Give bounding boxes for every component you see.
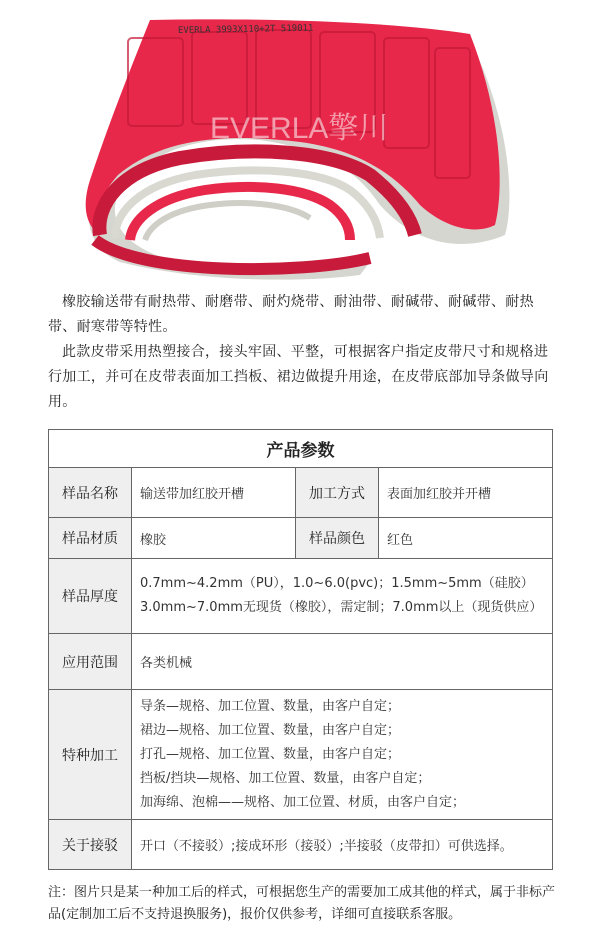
intro-text — [48, 290, 558, 415]
scope-label: 应用范围 — [49, 634, 132, 690]
color-value: 红色 — [379, 518, 553, 559]
process-value: 表面加红胶并开槽 — [379, 468, 553, 518]
name-value: 输送带加红胶开槽 — [132, 468, 296, 518]
special-line: 裙边—规格、加工位置、数量，由客户自定； — [140, 722, 401, 738]
process-label: 加工方式 — [296, 468, 379, 518]
scope-value: 各类机械 — [132, 634, 553, 690]
intro-paragraph-2: 此款皮带采用热塑接合，接头牢固、平整，可根据客户指定皮带尺寸和规格进行加工，并可在皮带表面加工挡板、裙边做提升用途，在皮带底部加导条做导向用。 — [48, 344, 549, 410]
special-line: 打孔—规格、加工位置、数量，由客户自定； — [140, 746, 401, 762]
belt-illustration — [0, 0, 600, 285]
special-line: 挡板/挡块—规格、加工位置、数量，由客户自定； — [140, 770, 431, 786]
thickness-label: 样品厚度 — [49, 559, 132, 634]
color-label: 样品颜色 — [296, 518, 379, 559]
thickness-line: 3.0mm~7.0mm无现货（橡胶），需定制；7.0mm以上（现货供应） — [140, 600, 543, 615]
thickness-value — [132, 559, 553, 634]
thickness-line: 0.7mm~4.2mm（PU），1.0~6.0(pvc)；1.5mm~5mm（硅胶） — [140, 576, 534, 591]
special-line: 加海绵、泡棉——规格、加工位置、材质，由客户自定； — [140, 794, 466, 810]
name-label: 样品名称 — [49, 468, 132, 518]
spec-title: 产品参数 — [49, 430, 553, 468]
special-line: 导条—规格、加工位置、数量，由客户自定； — [140, 698, 401, 714]
material-value: 橡胶 — [132, 518, 296, 559]
special-label: 特种加工 — [49, 690, 132, 820]
watermark-text: EVERLA擎川 — [210, 112, 389, 145]
joint-label: 关于接驳 — [49, 820, 132, 870]
intro-paragraph-1: 橡胶输送带有耐热带、耐磨带、耐灼烧带、耐油带、耐碱带、耐碱带、耐热带、耐寒带等特性。 — [48, 294, 534, 335]
spec-table — [48, 429, 553, 870]
special-value — [132, 690, 553, 820]
footnote: 注：图片只是某一种加工后的样式，可根据您生产的需要加工成其他的样式，属于非标产品(定制加工后不支持退换服务)，报价仅供参考，详细可直接联系客服。 — [48, 885, 556, 922]
product-image — [0, 0, 600, 285]
belt-print-text: EVERLA 3993X110+2T 519011 — [177, 23, 314, 36]
joint-value: 开口（不接驳）;接成环形（接驳）;半接驳（皮带扣）可供选择。 — [132, 820, 553, 870]
material-label: 样品材质 — [49, 518, 132, 559]
